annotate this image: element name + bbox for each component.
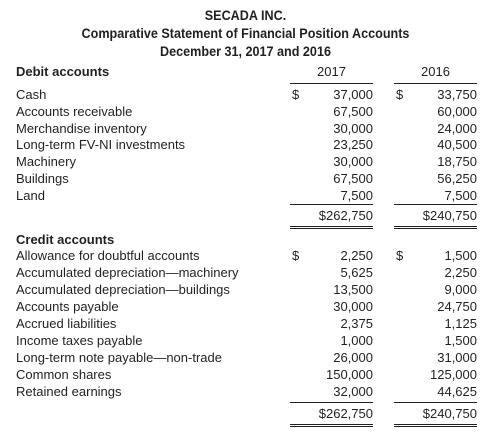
amount: 23,250 [333, 137, 373, 153]
amount: 44,625 [437, 384, 477, 399]
credit-row-2017 [290, 350, 373, 365]
debit-row-2016 [394, 171, 477, 186]
debit-row-label: Cash [16, 87, 47, 102]
amount: 9,000 [444, 282, 477, 297]
credit-row-2017 [290, 333, 373, 348]
amount: 67,500 [333, 171, 373, 186]
amount: 56,250 [437, 171, 477, 186]
credit-total-double-rule-2016-b [394, 426, 477, 427]
amount: 2,250 [444, 265, 477, 280]
credit-row-2017 [290, 316, 373, 331]
debit-total-double-rule-2016-a [394, 226, 477, 227]
credit-row-2016 [394, 384, 477, 399]
debit-row-2017 [290, 154, 373, 169]
amount: 67,500 [333, 103, 373, 119]
credit-row-2016 [394, 367, 477, 382]
debit-row-label: Long-term FV-NI investments [16, 137, 186, 153]
credit-row-label: Accumulated depreciation—buildings [16, 282, 230, 297]
credit-row-label: Allowance for doubtful accounts [16, 248, 200, 263]
debit-subtotal-rule-2017 [290, 204, 373, 205]
debit-row-2017 [290, 121, 373, 136]
amount: 31,000 [437, 350, 477, 365]
amount: 24,000 [437, 120, 477, 136]
credit-total-double-rule-2017-a [290, 424, 373, 425]
debit-row-2016 [394, 137, 477, 152]
debit-subtotal-rule-2016 [394, 204, 477, 205]
amount: 13,500 [333, 282, 373, 297]
debit-row-2016 [394, 154, 477, 169]
credit-row-2016 [394, 350, 477, 365]
debit-row-label: Land [16, 187, 45, 203]
credit-row-2017 [290, 265, 373, 280]
debit-total-double-rule-2017-a [290, 226, 373, 227]
amount: 60,000 [437, 103, 477, 119]
debit-row-2016 [394, 188, 477, 203]
credit-subtotal-rule-2016 [394, 402, 477, 403]
credit-row-2017 [290, 282, 373, 297]
debit-total-2017: $262,750 [318, 208, 373, 223]
credit-accounts-heading: Credit accounts [16, 232, 115, 247]
credit-row-2016 [394, 316, 477, 331]
amount: 2,250 [340, 248, 373, 263]
debit-row-label: Merchandise inventory [16, 120, 147, 136]
statement-date: December 31, 2017 and 2016 [160, 43, 331, 59]
amount: 150,000 [326, 367, 373, 382]
credit-row-label: Long-term note payable—non-trade [16, 350, 222, 365]
statement-title: Comparative Statement of Financial Position Accounts [81, 25, 410, 41]
debit-row-2017 [290, 104, 373, 119]
year-2017-rule [290, 83, 373, 84]
currency-symbol: $ [396, 87, 404, 102]
amount: 2,375 [340, 316, 373, 331]
year-2017-header: 2017 [317, 64, 346, 79]
credit-subtotal-rule-2017 [290, 402, 373, 403]
debit-total-2016: $240,750 [422, 208, 477, 223]
amount: 26,000 [333, 350, 373, 365]
debit-row-2017 [290, 188, 373, 203]
amount: 1,500 [444, 333, 477, 348]
credit-row-2017 [290, 367, 373, 382]
amount: 32,000 [333, 384, 373, 399]
debit-row-2016 [394, 87, 477, 102]
debit-row-2016 [394, 104, 477, 119]
company-name: SECADA INC. [204, 7, 287, 23]
credit-total-double-rule-2017-b [290, 426, 373, 427]
credit-row-2017 [290, 384, 373, 399]
amount: 7,500 [444, 187, 477, 203]
debit-accounts-heading: Debit accounts [16, 64, 110, 79]
debit-row-2017 [290, 137, 373, 152]
amount: 5,625 [340, 265, 373, 280]
currency-symbol: $ [292, 87, 300, 102]
amount: 30,000 [333, 299, 373, 314]
credit-row-label: Common shares [16, 367, 112, 382]
amount: 18,750 [437, 154, 477, 170]
debit-row-label: Accounts receivable [16, 103, 133, 119]
credit-total-double-rule-2016-a [394, 424, 477, 425]
credit-row-2016 [394, 299, 477, 314]
credit-row-label: Retained earnings [16, 384, 122, 399]
credit-row-label: Accrued liabilities [16, 316, 117, 331]
debit-row-label: Machinery [16, 154, 76, 170]
credit-row-2016 [394, 265, 477, 280]
amount: 1,000 [340, 333, 373, 348]
year-2016-header: 2016 [421, 64, 450, 79]
credit-row-2016 [394, 282, 477, 297]
amount: 7,500 [340, 187, 373, 203]
currency-symbol: $ [396, 248, 404, 263]
credit-total-2017: $262,750 [318, 406, 373, 421]
amount: 1,125 [444, 316, 477, 331]
debit-row-label: Buildings [16, 171, 69, 186]
credit-row-2017 [290, 299, 373, 314]
debit-row-2017 [290, 87, 373, 102]
currency-symbol: $ [292, 248, 300, 263]
credit-row-label: Accumulated depreciation—machinery [16, 265, 239, 280]
credit-row-label: Income taxes payable [16, 333, 143, 348]
amount: 40,500 [437, 137, 477, 153]
amount: 37,000 [333, 87, 373, 102]
amount: 30,000 [333, 120, 373, 136]
credit-row-2016 [394, 248, 477, 263]
amount: 30,000 [333, 154, 373, 170]
year-2016-rule [394, 83, 477, 84]
amount: 33,750 [437, 87, 477, 102]
amount: 125,000 [430, 367, 477, 382]
debit-row-2017 [290, 171, 373, 186]
amount: 1,500 [444, 248, 477, 263]
amount: 24,750 [437, 299, 477, 314]
credit-row-label: Accounts payable [16, 299, 119, 314]
debit-row-2016 [394, 121, 477, 136]
debit-total-double-rule-2017-b [290, 228, 373, 229]
credit-row-2017 [290, 248, 373, 263]
credit-total-2016: $240,750 [422, 406, 477, 421]
statement-header [0, 6, 491, 60]
credit-row-2016 [394, 333, 477, 348]
debit-total-double-rule-2016-b [394, 228, 477, 229]
